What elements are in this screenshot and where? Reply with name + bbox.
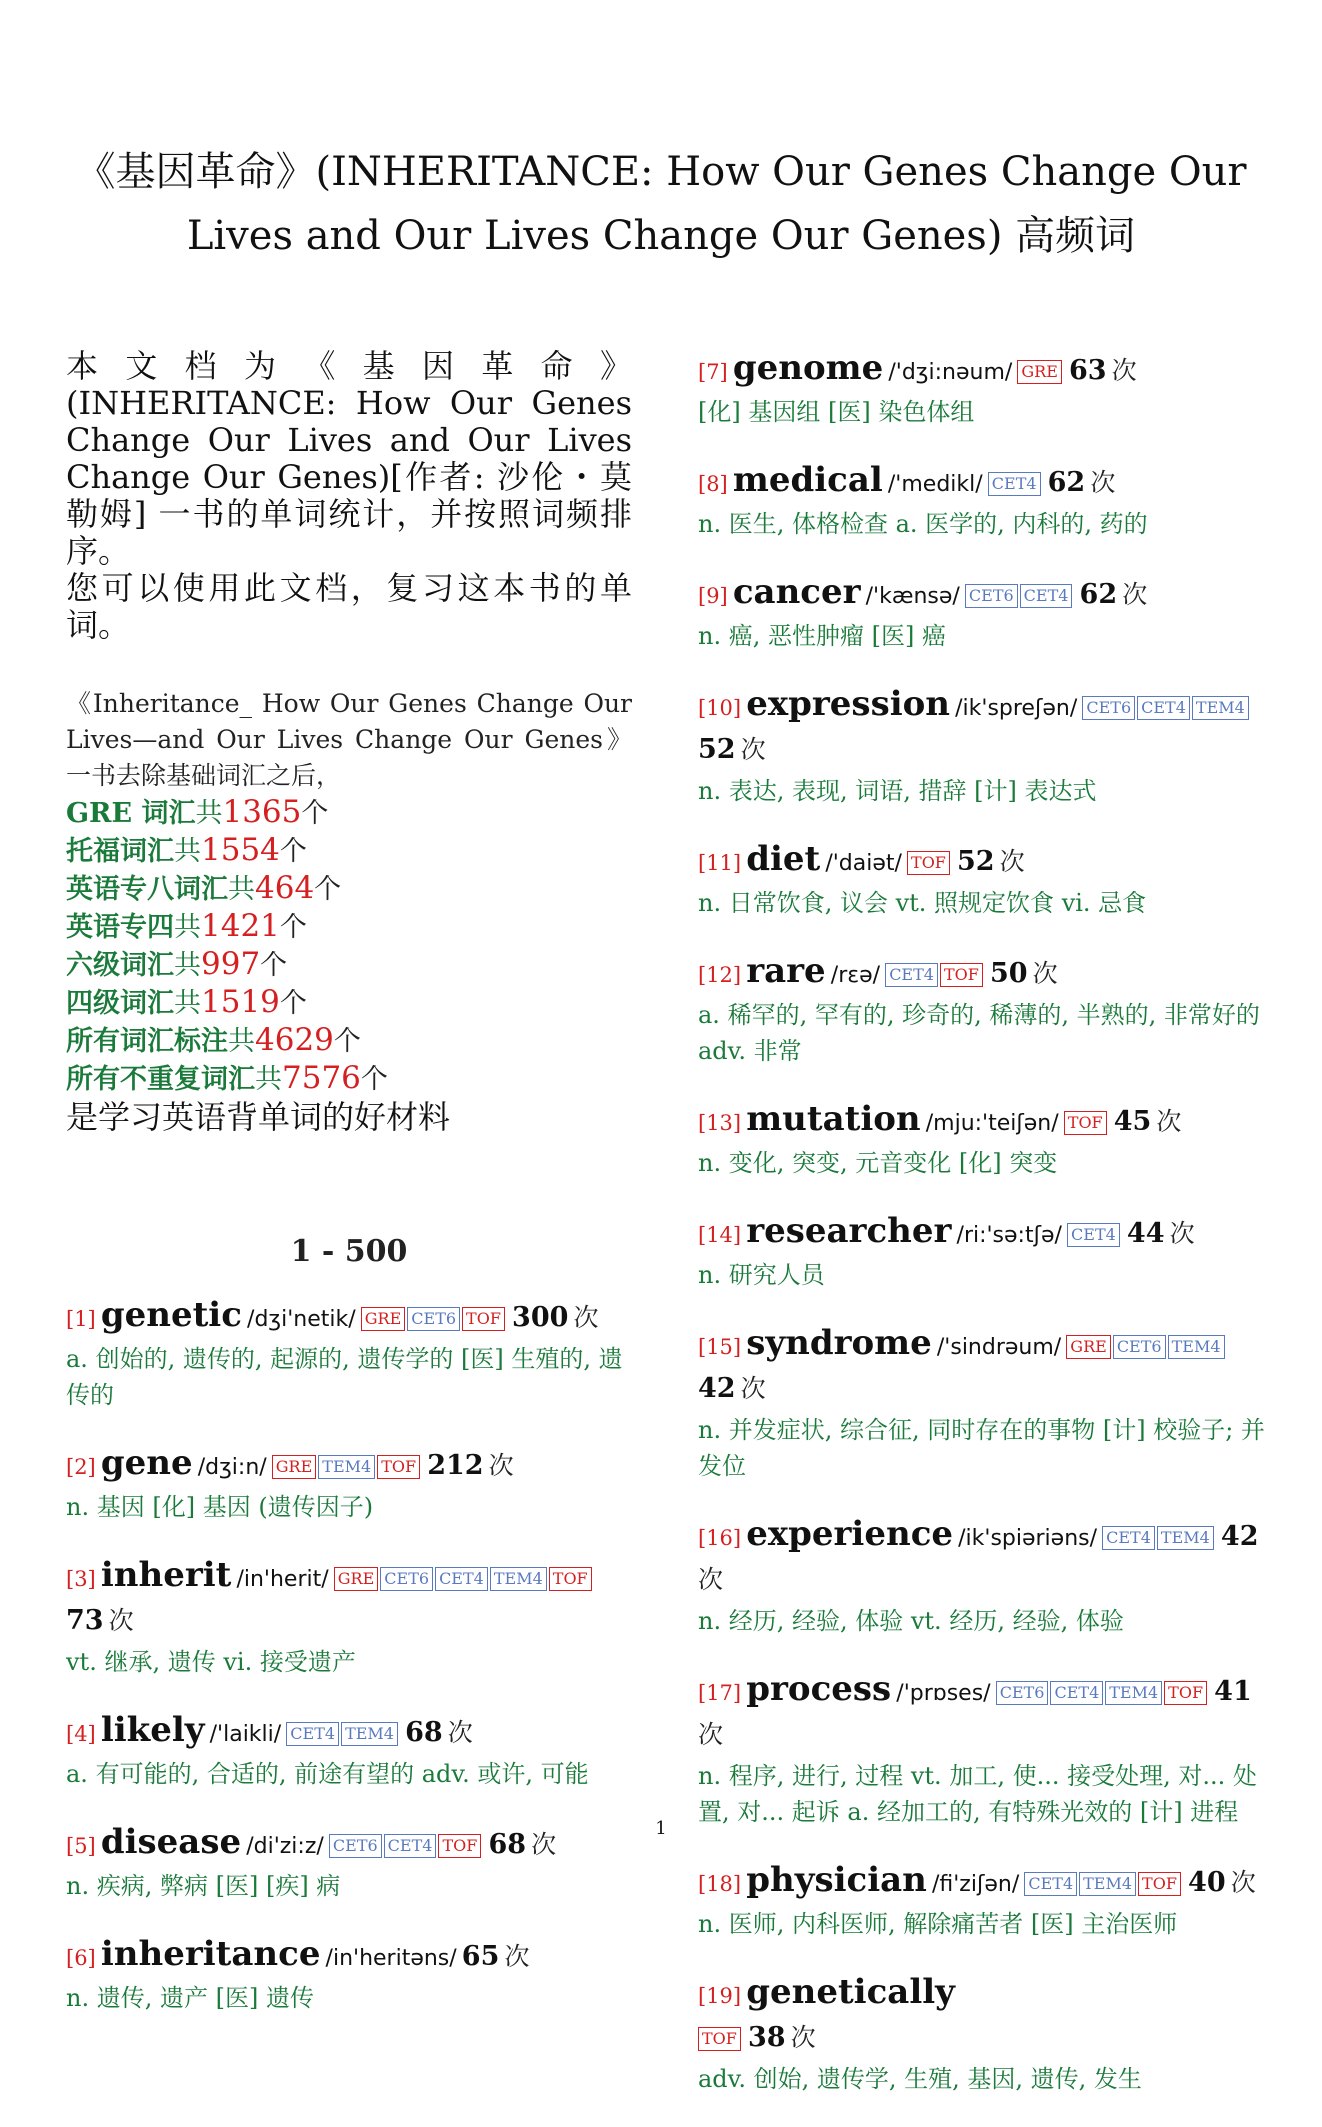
entry-phonetic: /mju:'teiʃən/ <box>925 1111 1059 1136</box>
entry-index: [19] <box>698 1984 742 2008</box>
count-suffix: 次 <box>1156 1107 1182 1136</box>
entry-count: 40 <box>1188 1867 1226 1898</box>
exam-tag-cet4: CET4 <box>885 963 938 987</box>
exam-tag-cet4: CET4 <box>1102 1526 1155 1550</box>
entry-word: mutation <box>746 1099 921 1139</box>
summary-intro: 《Inheritance_ How Our Genes Change Our Lives—and Our Lives Change Our Genes》一书去除基础词汇之后， <box>66 689 632 790</box>
word-entry <box>698 839 1268 921</box>
count-suffix: 次 <box>790 2023 816 2052</box>
entry-index: [18] <box>698 1872 742 1896</box>
entry-count: 42 <box>1220 1521 1259 1552</box>
stat-gong: 共 <box>174 950 201 981</box>
word-entry <box>698 348 1268 430</box>
word-entry <box>66 1555 632 1680</box>
entry-header <box>66 1934 632 1980</box>
entry-index: [7] <box>698 360 728 384</box>
exam-tag-tof: TOF <box>698 2027 741 2051</box>
stat-label: 托福词汇 <box>66 836 174 867</box>
range-heading: 1 - 500 <box>290 1234 408 1269</box>
entry-definition: n. 经历, 经验, 体验 vt. 经历, 经验, 体验 <box>698 1607 1124 1635</box>
entry-count: 52 <box>957 846 995 877</box>
count-suffix: 次 <box>698 1565 724 1594</box>
entry-count: 212 <box>427 1450 484 1481</box>
count-suffix: 次 <box>1230 1868 1256 1897</box>
entry-word: cancer <box>732 572 861 612</box>
entry-definition: adv. 创始, 遗传学, 生殖, 基因, 遗传, 发生 <box>698 2065 1142 2093</box>
entry-count: 50 <box>989 958 1028 989</box>
exam-tag-tof: TOF <box>1064 1111 1107 1135</box>
exam-tag-cet6: CET6 <box>965 584 1018 608</box>
entry-index: [10] <box>698 696 742 720</box>
exam-tag-cet4: CET4 <box>384 1834 437 1858</box>
entry-phonetic: /fi'ziʃən/ <box>931 1872 1020 1897</box>
exam-tag-cet4: CET4 <box>435 1567 488 1591</box>
count-suffix: 次 <box>108 1606 134 1635</box>
entry-word: physician <box>746 1860 927 1900</box>
entry-header <box>698 1669 1268 1758</box>
count-suffix: 次 <box>1111 356 1137 385</box>
exam-tag-tof: TOF <box>377 1455 420 1479</box>
stat-label: 英语专四 <box>66 912 174 943</box>
count-suffix: 次 <box>1169 1219 1195 1248</box>
entry-definition: n. 疾病, 弊病 [医] [疾] 病 <box>66 1872 341 1900</box>
word-entry <box>698 572 1268 654</box>
entry-phonetic: /'dʒi:nəum/ <box>888 360 1013 385</box>
entry-word: process <box>746 1669 892 1709</box>
stat-label: 四级词汇 <box>66 988 174 1019</box>
exam-tag-gre: GRE <box>272 1455 317 1479</box>
stat-value: 7576 <box>282 1060 361 1096</box>
exam-tag-tem4: TEM4 <box>1192 696 1249 720</box>
entry-index: [6] <box>66 1946 96 1970</box>
entry-word: medical <box>732 460 883 500</box>
word-entry <box>698 1860 1268 1942</box>
entry-phonetic: /'medikl/ <box>887 472 983 497</box>
exam-tag-cet6: CET6 <box>380 1567 433 1591</box>
entry-phonetic: /in'herit/ <box>236 1567 329 1592</box>
entry-count: 300 <box>512 1302 569 1333</box>
entry-phonetic: /dʒi:n/ <box>197 1455 267 1480</box>
stat-value: 1519 <box>201 984 280 1020</box>
exam-tag-cet6: CET6 <box>1113 1335 1166 1359</box>
exam-tag-tof: TOF <box>1164 1681 1207 1705</box>
stat-gong: 共 <box>174 912 201 943</box>
entry-word: researcher <box>746 1211 952 1251</box>
stat-row <box>66 832 632 870</box>
entry-header <box>698 951 1268 997</box>
entry-header <box>698 684 1268 773</box>
stat-unit: 个 <box>260 950 288 981</box>
intro-paragraph-1: 本文档为《基因革命》(INHERITANCE: How Our Genes Change Our Lives and Our Lives Change Our Genes)[作者: 沙伦・莫勒姆] 一书的单词统计，并按照词频排序。 <box>66 347 632 570</box>
entry-word: genome <box>732 348 884 388</box>
entry-header <box>66 1710 632 1756</box>
stat-unit: 个 <box>301 798 329 829</box>
exam-tag-cet4: CET4 <box>1067 1223 1120 1247</box>
stat-gong: 共 <box>195 798 223 829</box>
intro-paragraph-2: 您可以使用此文档，复习这本书的单词。 <box>66 569 632 644</box>
stat-label: 所有词汇标注 <box>66 1026 228 1057</box>
stat-row <box>66 794 632 832</box>
count-suffix: 次 <box>698 1720 724 1749</box>
count-suffix: 次 <box>531 1830 557 1859</box>
entry-phonetic: /'laikli/ <box>209 1722 282 1747</box>
stat-value: 1365 <box>222 794 302 830</box>
entry-header <box>698 1860 1268 1906</box>
stat-row <box>66 946 632 984</box>
entry-count: 45 <box>1113 1106 1152 1137</box>
word-entry <box>698 1669 1268 1830</box>
entry-phonetic: /di'zi:z/ <box>246 1834 324 1859</box>
stat-gong: 共 <box>228 1026 255 1057</box>
page-number: 1 <box>655 1818 667 1839</box>
entry-header <box>698 1323 1268 1412</box>
entry-count: 44 <box>1126 1218 1165 1249</box>
entry-word: inherit <box>100 1555 232 1595</box>
entry-definition: n. 研究人员 <box>698 1261 825 1289</box>
entry-word: expression <box>746 684 951 724</box>
entry-definition: n. 医师, 内科医师, 解除痛苦者 [医] 主治医师 <box>698 1910 1178 1938</box>
word-entry <box>698 951 1268 1069</box>
entry-count: 62 <box>1079 579 1118 610</box>
intro <box>66 348 632 644</box>
count-suffix: 次 <box>573 1303 599 1332</box>
count-suffix: 次 <box>740 735 766 764</box>
count-suffix: 次 <box>1032 959 1058 988</box>
exam-tag-tof: TOF <box>462 1307 505 1331</box>
entry-definition: n. 程序, 进行, 过程 vt. 加工, 使... 接受处理, 对... 处置, 对... 起诉 a. 经加工的, 有特殊光效的 [计] 进程 <box>698 1762 1257 1826</box>
entry-index: [8] <box>698 472 728 496</box>
stat-value: 997 <box>201 946 261 982</box>
entry-phonetic: /'kænsə/ <box>865 584 960 609</box>
exam-tag-tem4: TEM4 <box>1168 1335 1225 1359</box>
entry-definition: n. 并发症状, 综合征, 同时存在的事物 [计] 校验子; 并发位 <box>698 1416 1265 1480</box>
entry-word: gene <box>100 1443 193 1483</box>
entry-word: syndrome <box>746 1323 932 1363</box>
entry-count: 68 <box>488 1829 527 1860</box>
entry-count: 52 <box>698 734 736 765</box>
exam-tag-tof: TOF <box>549 1567 592 1591</box>
entry-word: likely <box>100 1710 205 1750</box>
entry-phonetic: /ik'spiəriəns/ <box>958 1526 1098 1551</box>
entry-word: diet <box>746 839 821 879</box>
exam-tag-gre: GRE <box>1017 360 1062 384</box>
page-title: 《基因革命》(INHERITANCE: How Our Genes Change Our Lives and Our Lives Change Our Genes) 高频词 <box>75 149 1247 259</box>
entry-phonetic: /rεə/ <box>830 963 881 988</box>
entry-count: 41 <box>1214 1676 1252 1707</box>
exam-tag-cet4: CET4 <box>1050 1681 1103 1705</box>
entry-header <box>698 348 1268 394</box>
stat-unit: 个 <box>314 874 342 905</box>
entry-index: [11] <box>698 851 742 875</box>
entry-definition: vt. 继承, 遗传 vi. 接受遗产 <box>66 1648 356 1676</box>
entry-index: [15] <box>698 1335 742 1359</box>
stat-row <box>66 984 632 1022</box>
exam-tag-cet4: CET4 <box>1020 584 1073 608</box>
word-entry <box>66 1295 632 1413</box>
stat-row <box>66 1022 632 1060</box>
entry-definition: n. 变化, 突变, 元音变化 [化] 突变 <box>698 1149 1058 1177</box>
exam-tag-tem4: TEM4 <box>341 1722 398 1746</box>
entry-phonetic: /dʒi'netik/ <box>247 1307 356 1332</box>
entry-header <box>66 1443 632 1489</box>
entry-header <box>698 1972 1268 2061</box>
entry-word: disease <box>100 1822 242 1862</box>
stat-value: 4629 <box>255 1022 334 1058</box>
stat-unit: 个 <box>279 988 307 1019</box>
stat-unit: 个 <box>279 836 307 867</box>
entry-count: 38 <box>747 2022 786 2053</box>
entry-definition: n. 表达, 表现, 词语, 措辞 [计] 表达式 <box>698 777 1097 805</box>
exam-tag-tem4: TEM4 <box>1157 1526 1214 1550</box>
entry-definition: n. 日常饮食, 议会 vt. 照规定饮食 vi. 忌食 <box>698 889 1147 917</box>
entry-definition: n. 遗传, 遗产 [医] 遗传 <box>66 1984 314 2012</box>
exam-tag-tem4: TEM4 <box>318 1455 375 1479</box>
count-suffix: 次 <box>740 1374 766 1403</box>
exam-tag-gre: GRE <box>1066 1335 1111 1359</box>
entry-count: 68 <box>405 1717 443 1748</box>
entry-index: [17] <box>698 1681 742 1705</box>
entry-index: [14] <box>698 1223 742 1247</box>
entry-header <box>698 1099 1268 1145</box>
entry-header <box>66 1555 632 1644</box>
entry-count: 73 <box>66 1605 104 1636</box>
word-entry <box>698 460 1268 542</box>
word-entry <box>698 1972 1268 2097</box>
entry-phonetic: /'sindrəum/ <box>936 1335 1062 1360</box>
stat-label: 所有不重复词汇 <box>66 1064 255 1095</box>
exam-tag-cet6: CET6 <box>1082 696 1135 720</box>
exam-tag-cet6: CET6 <box>329 1834 382 1858</box>
count-suffix: 次 <box>504 1942 530 1971</box>
exam-tag-tof: TOF <box>438 1834 481 1858</box>
stat-value: 1554 <box>201 832 280 868</box>
vocab-stats <box>66 794 632 1098</box>
count-suffix: 次 <box>447 1718 473 1747</box>
stat-unit: 个 <box>360 1064 388 1095</box>
entry-header <box>698 572 1268 618</box>
entry-phonetic: /ik'spreʃən/ <box>955 696 1078 721</box>
entry-definition: [化] 基因组 [医] 染色体组 <box>698 398 975 426</box>
entry-index: [12] <box>698 963 742 987</box>
entry-definition: a. 有可能的, 合适的, 前途有望的 adv. 或许, 可能 <box>66 1760 589 1788</box>
word-entry <box>698 1514 1268 1639</box>
entry-phonetic: /'daiət/ <box>825 851 902 876</box>
entry-index: [13] <box>698 1111 742 1135</box>
word-entry <box>698 1211 1268 1293</box>
entry-definition: a. 创始的, 遗传的, 起源的, 遗传学的 [医] 生殖的, 遗传的 <box>66 1345 623 1409</box>
entry-word: experience <box>746 1514 954 1554</box>
stat-label: 六级词汇 <box>66 950 174 981</box>
entry-word: rare <box>746 951 826 991</box>
stat-unit: 个 <box>279 912 307 943</box>
stat-unit: 个 <box>333 1026 361 1057</box>
stat-gong: 共 <box>174 836 201 867</box>
stat-row <box>66 908 632 946</box>
exam-tag-cet4: CET4 <box>1137 696 1190 720</box>
exam-tag-cet6: CET6 <box>996 1681 1049 1705</box>
exam-tag-cet4: CET4 <box>1024 1872 1077 1896</box>
word-entry <box>698 684 1268 809</box>
count-suffix: 次 <box>488 1451 514 1480</box>
entry-header <box>698 1211 1268 1257</box>
stat-row <box>66 870 632 908</box>
entry-index: [9] <box>698 584 728 608</box>
word-entry <box>698 1323 1268 1484</box>
word-entry <box>66 1443 632 1525</box>
entry-count: 62 <box>1047 467 1086 498</box>
exam-tag-cet6: CET6 <box>407 1307 460 1331</box>
entry-count: 63 <box>1068 355 1107 386</box>
entry-phonetic: /ri:'sə:tʃə/ <box>956 1223 1062 1248</box>
entry-word: genetically <box>746 1972 955 2012</box>
entry-header <box>698 1514 1268 1603</box>
entry-count: 42 <box>698 1373 736 1404</box>
word-entry <box>698 1099 1268 1181</box>
entry-header <box>66 1295 632 1341</box>
entry-header <box>698 460 1268 506</box>
stat-label: GRE 词汇 <box>66 798 196 829</box>
stat-label: 英语专八词汇 <box>66 874 228 905</box>
exam-tag-tem4: TEM4 <box>1079 1872 1136 1896</box>
exam-tag-tem4: TEM4 <box>1105 1681 1162 1705</box>
exam-tag-cet4: CET4 <box>286 1722 339 1746</box>
entry-list-left <box>66 1295 632 2016</box>
exam-tag-tof: TOF <box>907 851 950 875</box>
entry-definition: n. 医生, 体格检查 a. 医学的, 内科的, 药的 <box>698 510 1148 538</box>
count-suffix: 次 <box>1090 468 1116 497</box>
entry-definition: n. 基因 [化] 基因 (遗传因子) <box>66 1493 374 1521</box>
entry-index: [2] <box>66 1455 96 1479</box>
entry-index: [1] <box>66 1307 96 1331</box>
entry-count: 65 <box>461 1941 500 1972</box>
count-suffix: 次 <box>999 847 1025 876</box>
stat-gong: 共 <box>174 988 201 1019</box>
stat-gong: 共 <box>228 874 255 905</box>
entry-phonetic: /'prɒses/ <box>896 1681 991 1706</box>
stat-value: 464 <box>255 870 315 906</box>
entry-word: inheritance <box>100 1934 321 1974</box>
exam-tag-cet4: CET4 <box>988 472 1041 496</box>
stat-value: 1421 <box>201 908 280 944</box>
exam-tag-tem4: TEM4 <box>490 1567 547 1591</box>
left-column <box>66 348 632 2046</box>
entry-phonetic: /in'heritəns/ <box>325 1946 457 1971</box>
entry-definition: a. 稀罕的, 罕有的, 珍奇的, 稀薄的, 半熟的, 非常好的 adv. 非常 <box>698 1001 1260 1065</box>
entry-word: genetic <box>100 1295 242 1335</box>
entry-definition: n. 癌, 恶性肿瘤 [医] 癌 <box>698 622 946 650</box>
exam-tag-gre: GRE <box>361 1307 406 1331</box>
entry-index: [16] <box>698 1526 742 1550</box>
entry-header <box>698 839 1268 885</box>
count-suffix: 次 <box>1122 580 1148 609</box>
exam-tag-tof: TOF <box>940 963 983 987</box>
exam-tag-gre: GRE <box>334 1567 379 1591</box>
word-entry <box>66 1710 632 1792</box>
right-column <box>698 348 1268 2127</box>
entry-index: [4] <box>66 1722 96 1746</box>
word-entry <box>66 1934 632 2016</box>
exam-tag-tof: TOF <box>1138 1872 1181 1896</box>
stat-row <box>66 1060 632 1098</box>
stat-gong: 共 <box>255 1064 282 1095</box>
summary-closing: 是学习英语背单词的好材料 <box>66 1098 451 1136</box>
entry-index: [5] <box>66 1834 96 1858</box>
entry-index: [3] <box>66 1567 96 1591</box>
